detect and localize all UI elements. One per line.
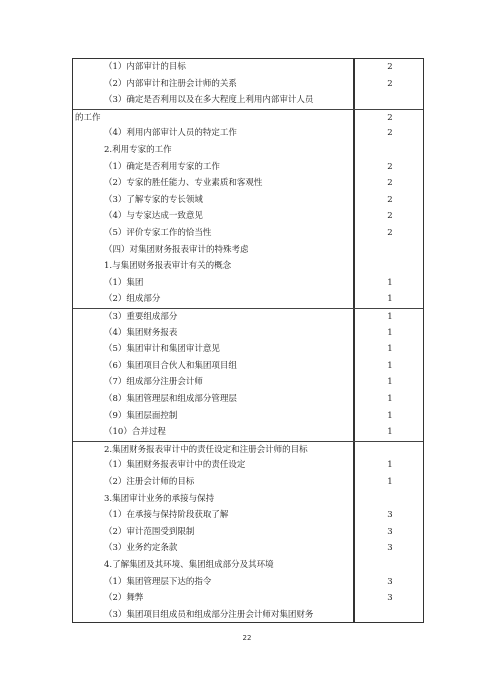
topic-text: （1）集团 xyxy=(104,277,144,288)
table-row xyxy=(73,258,423,275)
topic-text: 1.与集团财务报表审计有关的概念 xyxy=(104,261,232,272)
level-value: 3 xyxy=(387,543,393,554)
level-value: 1 xyxy=(387,427,393,438)
table-row xyxy=(73,441,423,459)
level-value: 2 xyxy=(387,178,393,189)
topic-text: （1）集团财务报表审计中的责任设定 xyxy=(104,460,246,471)
topic-text: （2）注册会计师的目标 xyxy=(104,477,195,487)
table-row xyxy=(73,374,423,391)
topic-text: （3）集团项目组成员和组成部分注册会计师对集团财务 xyxy=(104,609,314,620)
table-row xyxy=(73,192,423,209)
level-value: 3 xyxy=(387,593,393,604)
table-row xyxy=(73,408,423,425)
level-value: 1 xyxy=(387,410,393,421)
table-row xyxy=(73,574,423,591)
page-number: 22 xyxy=(242,634,252,642)
topic-text: 2.利用专家的工作 xyxy=(104,145,172,155)
level-value: 1 xyxy=(387,377,393,388)
topic-text: （4）利用内部审计人员的特定工作 xyxy=(104,128,237,139)
topic-text: （10）合并过程 xyxy=(104,427,166,438)
table-row xyxy=(73,557,423,574)
table-row xyxy=(73,142,423,159)
level-value: 2 xyxy=(387,161,393,172)
level-value: 2 xyxy=(387,194,393,205)
table-row xyxy=(73,424,423,441)
topic-text: （2）组成部分 xyxy=(104,294,161,305)
level-value: 2 xyxy=(387,112,393,123)
topic-text: （5）评价专家工作的恰当性 xyxy=(104,228,212,238)
table-row xyxy=(73,242,423,259)
topic-text: （3）重要组成部分 xyxy=(104,312,178,322)
level-value: 3 xyxy=(387,526,393,537)
topic-text: （3）业务约定条款 xyxy=(104,543,178,554)
topic-text: （4）与专家达成一致意见 xyxy=(104,211,203,222)
table-row xyxy=(73,76,423,93)
topic-text: （5）集团审计和集团审计意见 xyxy=(104,344,220,355)
topic-text: （6）集团项目合伙人和集团项目组 xyxy=(104,360,237,371)
table-row xyxy=(73,358,423,375)
topic-text: （3）确定是否利用以及在多大程度上利用内部审计人员 xyxy=(104,95,314,106)
topic-text: （四）对集团财务报表审计的特殊考虑 xyxy=(104,244,249,255)
topic-text: （1）内部审计的目标 xyxy=(104,62,186,72)
table-row xyxy=(73,391,423,408)
table-row xyxy=(73,125,423,142)
level-value: 3 xyxy=(387,510,393,521)
table-row xyxy=(73,208,423,225)
topic-text: （2）专家的胜任能力、专业素质和客观性 xyxy=(104,178,263,189)
topic-text: （2）审计范围受到限制 xyxy=(104,526,195,537)
table-row xyxy=(73,59,423,76)
level-value: 2 xyxy=(387,128,393,139)
topic-text: （7）组成部分注册会计师 xyxy=(104,377,203,388)
level-value: 1 xyxy=(387,477,393,487)
level-value: 1 xyxy=(387,312,393,322)
level-value: 1 xyxy=(387,360,393,371)
table-row xyxy=(73,159,423,176)
topic-text: 的工作 xyxy=(75,112,101,123)
level-value: 2 xyxy=(387,78,393,89)
table-row xyxy=(73,607,423,624)
level-value: 1 xyxy=(387,394,393,404)
topic-text: （1）集团管理层下达的指令 xyxy=(104,576,212,587)
table-row xyxy=(73,341,423,358)
level-value: 3 xyxy=(387,576,393,587)
topic-text: （2）内部审计和注册会计师的关系 xyxy=(104,78,237,89)
topic-text: 3.集团审计业务的承接与保持 xyxy=(104,493,215,504)
level-value: 1 xyxy=(387,460,393,471)
topic-text: （3）了解专家的专长领域 xyxy=(104,194,203,205)
topic-text: （1）确定是否利用专家的工作 xyxy=(104,161,220,172)
level-value: 2 xyxy=(387,62,393,72)
table-row xyxy=(73,291,423,308)
level-value: 2 xyxy=(387,211,393,222)
topic-text: （4）集团财务报表 xyxy=(104,327,178,338)
table-row xyxy=(73,457,423,474)
table-row xyxy=(73,590,423,607)
table-row xyxy=(73,175,423,192)
topic-text: （8）集团管理层和组成部分管理层 xyxy=(104,394,237,404)
table-row xyxy=(73,491,423,508)
level-value: 1 xyxy=(387,344,393,355)
table-row xyxy=(73,225,423,242)
table-row xyxy=(73,92,423,109)
syllabus-table xyxy=(72,58,424,623)
topic-text: （9）集团层面控制 xyxy=(104,410,178,421)
table-row xyxy=(73,474,423,491)
level-value: 2 xyxy=(387,228,393,238)
level-value: 1 xyxy=(387,294,393,305)
level-value: 1 xyxy=(387,277,393,288)
table-row xyxy=(73,507,423,524)
topic-text: 4.了解集团及其环境、集团组成部分及其环境 xyxy=(104,560,274,570)
topic-text: （1）在承接与保持阶段获取了解 xyxy=(104,510,229,521)
table-row xyxy=(73,524,423,541)
table-row xyxy=(73,275,423,292)
level-value: 1 xyxy=(387,327,393,338)
topic-text: 2.集团财务报表审计中的责任设定和注册会计师的目标 xyxy=(104,444,308,455)
table-row xyxy=(73,325,423,342)
table-row xyxy=(73,308,423,326)
table-row xyxy=(73,540,423,557)
table-row xyxy=(73,109,423,127)
topic-text: （2）舞弊 xyxy=(104,593,144,604)
